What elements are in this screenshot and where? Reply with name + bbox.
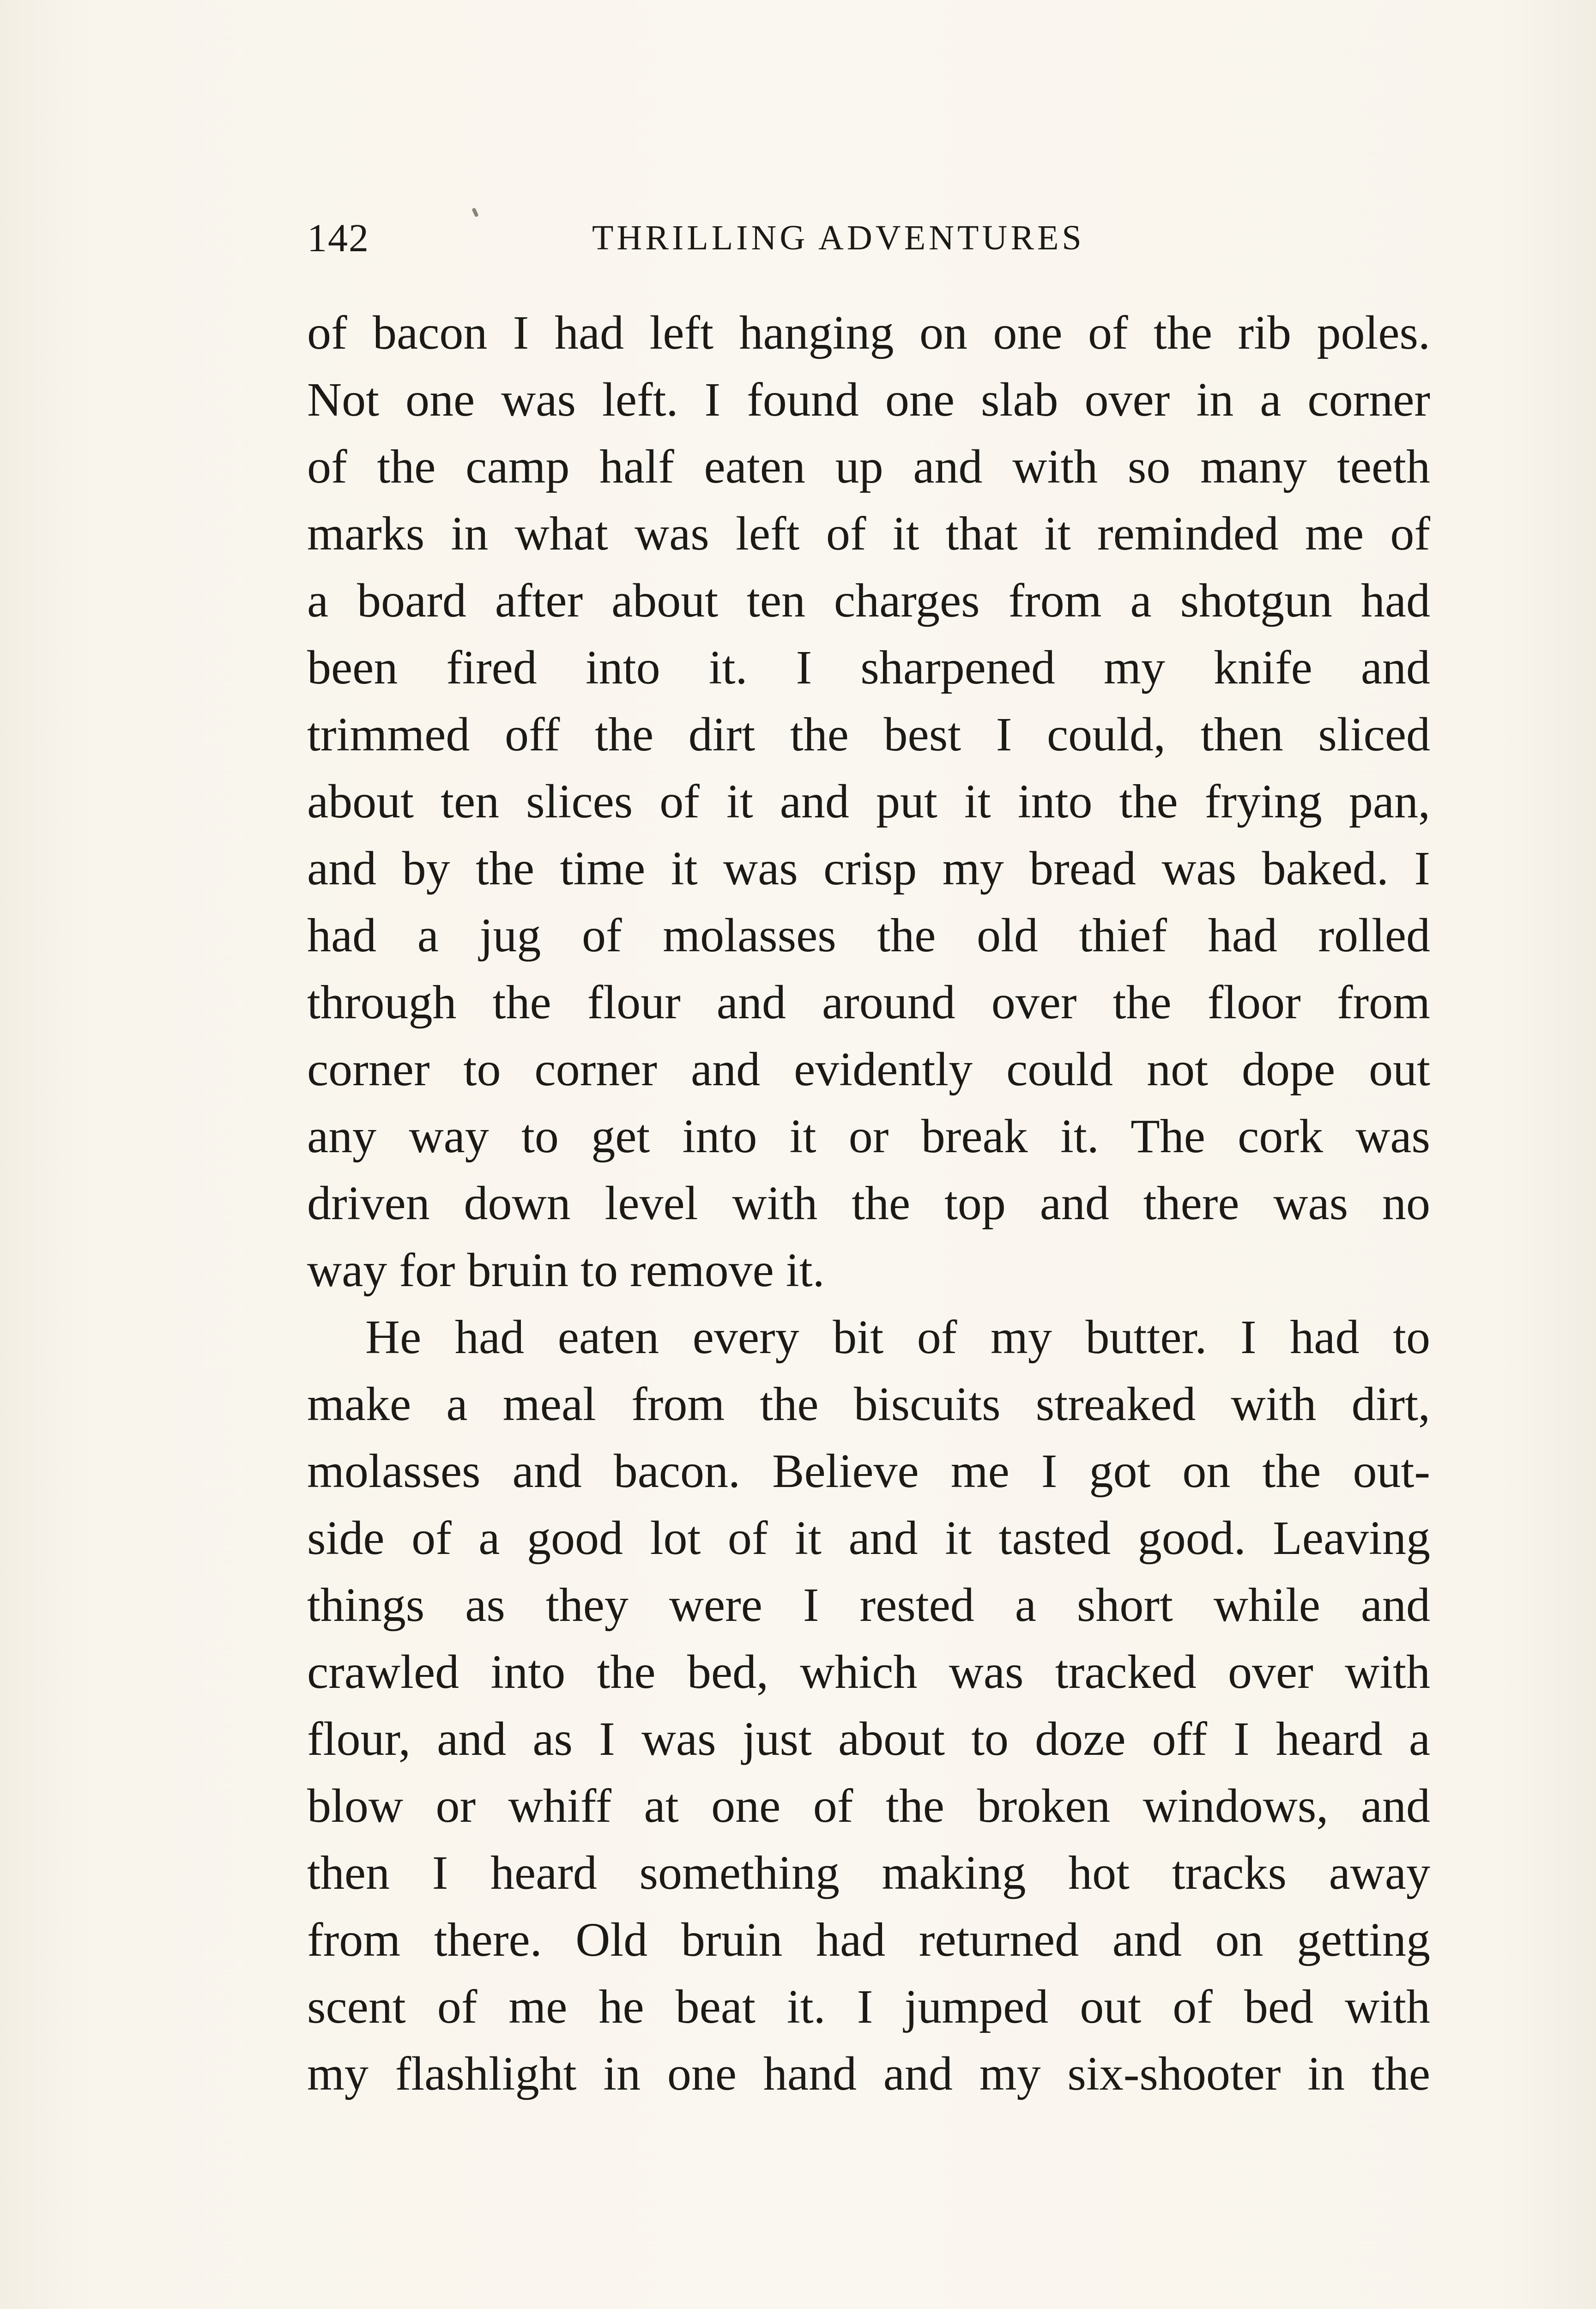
text-line: any way to get into it or break it. The cork was bbox=[307, 1110, 1430, 1163]
text-line: flour, and as I was just about to doze off I heard a bbox=[307, 1712, 1430, 1765]
text-line: been fired into it. I sharpened my knife and bbox=[307, 641, 1430, 694]
text-line: Not one was left. I found one slab over in a corner bbox=[307, 373, 1430, 426]
text-line: of the camp half eaten up and with so many teeth bbox=[307, 440, 1430, 493]
paragraph-end-line: way for bruin to remove it. bbox=[307, 1244, 825, 1297]
text-line: marks in what was left of it that it reminded me of bbox=[307, 507, 1430, 560]
text-line: from there. Old bruin had returned and on getting bbox=[307, 1913, 1430, 1966]
text-line: a board after about ten charges from a shotgun had bbox=[307, 574, 1430, 627]
text-line: through the flour and around over the floor from bbox=[307, 976, 1430, 1029]
body-text bbox=[307, 299, 1430, 2107]
text-line: things as they were I rested a short while and bbox=[307, 1578, 1430, 1632]
text-line: molasses and bacon. Believe me I got on the out- bbox=[307, 1445, 1430, 1498]
page-number: 142 bbox=[307, 216, 369, 260]
text-line: and by the time it was crisp my bread was baked. I bbox=[307, 842, 1430, 895]
text-line: make a meal from the biscuits streaked with dirt, bbox=[307, 1378, 1430, 1431]
text-line: side of a good lot of it and it tasted good. Leaving bbox=[307, 1511, 1430, 1565]
text-line: crawled into the bed, which was tracked over with bbox=[307, 1645, 1430, 1699]
text-line: scent of me he beat it. I jumped out of bed with bbox=[307, 1980, 1430, 2033]
text-line: had a jug of molasses the old thief had rolled bbox=[307, 909, 1430, 962]
text-line: about ten slices of it and put it into the frying pan, bbox=[307, 775, 1430, 828]
paragraph-first-line: He had eaten every bit of my butter. I had to bbox=[365, 1311, 1430, 1364]
text-line: trimmed off the dirt the best I could, then sliced bbox=[307, 708, 1430, 761]
text-line: corner to corner and evidently could not dope out bbox=[307, 1043, 1430, 1096]
text-line: blow or whiff at one of the broken windows, and bbox=[307, 1779, 1430, 1832]
running-title: THRILLING ADVENTURES bbox=[592, 218, 1085, 257]
text-line: my flashlight in one hand and my six-shooter in the bbox=[307, 2047, 1430, 2100]
text-line: of bacon I had left hanging on one of the rib poles. bbox=[307, 306, 1430, 359]
text-line: then I heard something making hot tracks away bbox=[307, 1846, 1430, 1899]
text-line: driven down level with the top and there was no bbox=[307, 1177, 1430, 1230]
running-head bbox=[307, 210, 1138, 266]
